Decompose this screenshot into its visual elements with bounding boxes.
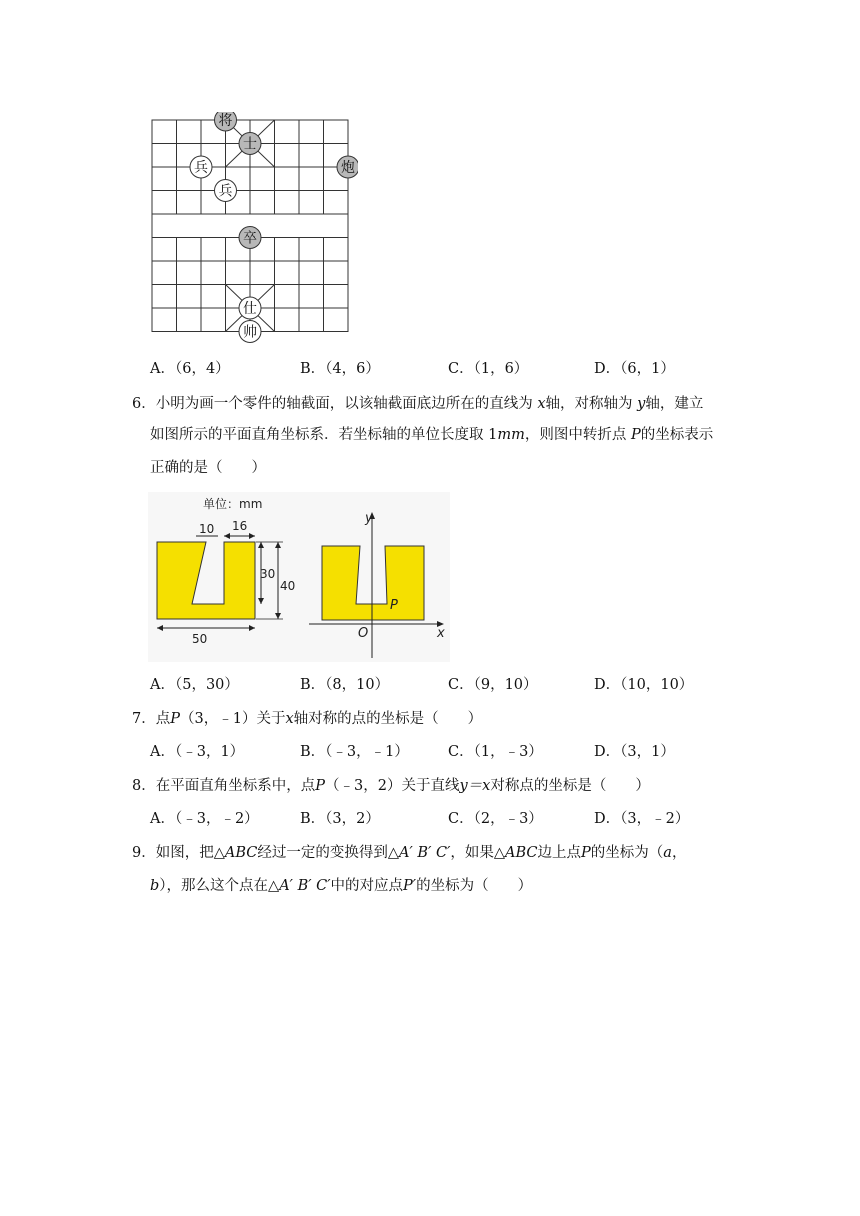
q8-option-d: D．（3，﹣2） [594,811,690,827]
q6-line-2: 如图所示的平面直角坐标系．若坐标轴的单位长度取 1mm，则图中转折点 P的坐标表示 [150,427,714,443]
q5-option-d: D．（6，1） [594,361,675,377]
chess-piece-shuai [239,321,261,343]
q8-option-c: C．（2，﹣3） [448,811,543,827]
piece-label: 帅 [243,324,257,341]
q6-option-c: C．（9，10） [448,677,538,693]
dim-16-label: 16 [232,519,248,533]
q6-option-a: A．（5，30） [150,677,239,693]
dim-30-label: 30 [260,567,276,581]
q6-option-b: B．（8，10） [300,677,390,693]
q6-figure [148,492,450,662]
q7-stem: 7．点P（3，﹣1）关于x轴对称的点的坐标是（ ） [132,711,483,727]
dim-50-label: 50 [192,632,208,646]
chess-piece-pao [337,156,358,178]
q9-line-2: b），那么这个点在△A′ B′ C′中的对应点P′的坐标为（ ） [150,878,533,894]
chess-piece-zu [239,227,261,249]
chess-board-svg [148,112,358,344]
q8-option-a: A．（﹣3，﹣2） [150,811,259,827]
q7-option-a: A．（﹣3，1） [150,744,245,760]
q7-option-c: C．（1，﹣3） [448,744,543,760]
chess-piece-bing_mid [215,180,237,202]
dim-10-label: 10 [199,522,215,536]
q8-stem: 8．在平面直角坐标系中，点P（﹣3，2）关于直线y＝x对称点的坐标是（ ） [132,778,650,794]
unit-label: 单位：mm [203,497,263,511]
q6-option-d: D．（10，10） [594,677,694,693]
origin-label: O [358,626,369,641]
q5-option-b: B．（4，6） [300,361,380,377]
piece-label: 卒 [243,230,257,247]
piece-label: 兵 [194,160,208,176]
piece-label: 炮 [341,160,355,176]
q7-option-b: B．（﹣3，﹣1） [300,744,409,760]
q7-option-d: D．（3，1） [594,744,675,760]
piece-label: 仕 [243,301,257,317]
chess-piece-bing_left [190,156,212,178]
piece-label: 士 [243,136,257,153]
piece-label: 兵 [218,183,233,200]
point-p-label: P [390,598,398,613]
chess-piece-shi2 [239,297,261,319]
chess-piece-shi [239,133,261,155]
q9-line-1: 9．如图，把△ABC经过一定的变换得到△A′ B′ C′，如果△ABC边上点P的坐标为（a， [132,845,687,861]
q8-option-b: B．（3，2） [300,811,380,827]
q5-option-a: A．（6，4） [150,361,230,377]
x-axis-label: x [437,626,445,641]
q6-line-3: 正确的是（ ） [150,460,266,476]
chess-board-figure [148,112,358,344]
dim-40-label: 40 [280,579,296,593]
q6-figure-svg [148,492,450,662]
q5-option-c: C．（1，6） [448,361,529,377]
q6-line-1: 6．小明为画一个零件的轴截面，以该轴截面底边所在的直线为 x轴，对称轴为 y轴，建立 [132,396,704,412]
piece-label: 将 [218,113,233,129]
chess-piece-jiang [215,112,237,131]
y-axis-label: y [365,511,373,526]
